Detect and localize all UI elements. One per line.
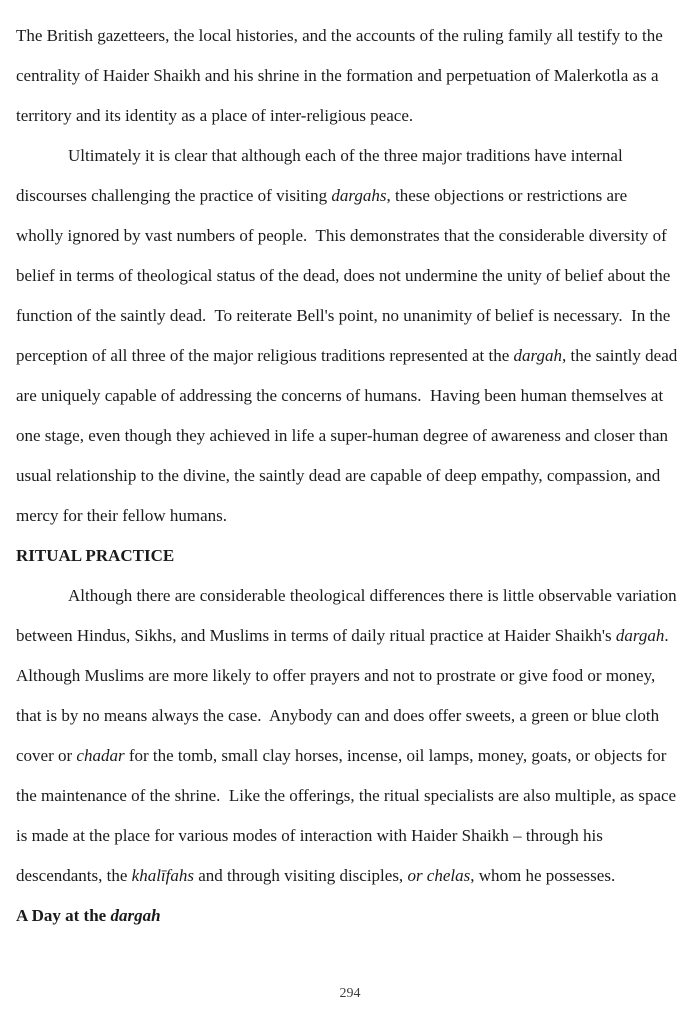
text-segment: belief in terms of theological status of the dead, does not undermine the unity of belief about the [16, 266, 671, 285]
page-text [16, 16, 688, 936]
text-line [16, 376, 688, 416]
text-segment: RITUAL PRACTICE [16, 546, 175, 565]
text-line [16, 336, 688, 376]
text-line [16, 656, 688, 696]
text-line [16, 736, 688, 776]
text-segment: the maintenance of the shrine. Like the offerings, the ritual specialists are also multiple, as space [16, 786, 677, 805]
text-line [16, 856, 688, 896]
text-line [16, 296, 688, 336]
text-segment: Ultimately it is clear that although each of the three major traditions have internal [68, 146, 623, 165]
text-segment: . [664, 626, 669, 645]
text-segment: Although there are considerable theological differences there is little observable variation [68, 586, 677, 605]
text-segment: and through visiting disciples, [194, 866, 408, 885]
page-number: 294 [339, 986, 361, 1001]
text-segment: cover or [16, 746, 77, 765]
text-line [16, 776, 688, 816]
text-segment: dargah [513, 346, 563, 365]
text-segment: wholly ignored by vast numbers of people. This demonstrates that the considerable diversity of [16, 226, 667, 245]
text-segment: are uniquely capable of addressing the concerns of humans. Having been human themselves at [16, 386, 664, 405]
text-segment: function of the saintly dead. To reiterate Bell's point, no unanimity of belief is necessary. In the [16, 306, 671, 325]
text-line [16, 176, 688, 216]
text-line [16, 56, 688, 96]
text-segment: perception of all three of the major religious traditions represented at the [16, 346, 514, 365]
text-segment: that is by no means always the case. Anybody can and does offer sweets, a green or blue cloth [16, 706, 660, 725]
text-segment: discourses challenging the practice of visiting [16, 186, 332, 205]
text-segment: The British gazetteers, the local histories, and the accounts of the ruling family all testify to the [16, 26, 663, 45]
text-line [16, 16, 688, 56]
text-segment: descendants, the [16, 866, 132, 885]
text-segment: , whom he possesses. [470, 866, 616, 885]
text-line [16, 96, 688, 136]
text-segment: for the tomb, small clay horses, incense, oil lamps, money, goats, or objects for [124, 746, 667, 765]
text-line [16, 216, 688, 256]
text-segment: is made at the place for various modes of interaction with Haider Shaikh – through his [16, 826, 603, 845]
text-segment: chadar [76, 746, 125, 765]
text-line [16, 696, 688, 736]
text-line [16, 576, 688, 616]
text-line [16, 416, 688, 456]
text-segment: mercy for their fellow humans. [16, 506, 228, 525]
section-heading [16, 896, 688, 936]
text-segment: A Day at the [16, 906, 111, 925]
text-segment: one stage, even though they achieved in life a super-human degree of awareness and closer than [16, 426, 669, 445]
text-line [16, 816, 688, 856]
text-segment: dargahs [331, 186, 387, 205]
text-segment: Although Muslims are more likely to offer prayers and not to prostrate or give food or money, [16, 666, 656, 685]
text-segment: territory and its identity as a place of inter-religious peace. [16, 106, 414, 125]
section-heading [16, 536, 688, 576]
text-segment: centrality of Haider Shaikh and his shrine in the formation and perpetuation of Malerkotla as a [16, 66, 659, 85]
text-line [16, 136, 688, 176]
text-segment: or chelas [407, 866, 471, 885]
text-line [16, 496, 688, 536]
text-segment: between Hindus, Sikhs, and Muslims in terms of daily ritual practice at Haider Shaikh's [16, 626, 616, 645]
text-line [16, 616, 688, 656]
text-line [16, 256, 688, 296]
text-segment: , the saintly dead [562, 346, 678, 365]
text-line [16, 456, 688, 496]
text-segment: dargah [110, 906, 161, 925]
text-segment: dargah [615, 626, 665, 645]
text-segment: , these objections or restrictions are [386, 186, 628, 205]
text-segment: usual relationship to the divine, the saintly dead are capable of deep empathy, compassion, and [16, 466, 661, 485]
text-segment: khalīfahs [131, 866, 194, 885]
